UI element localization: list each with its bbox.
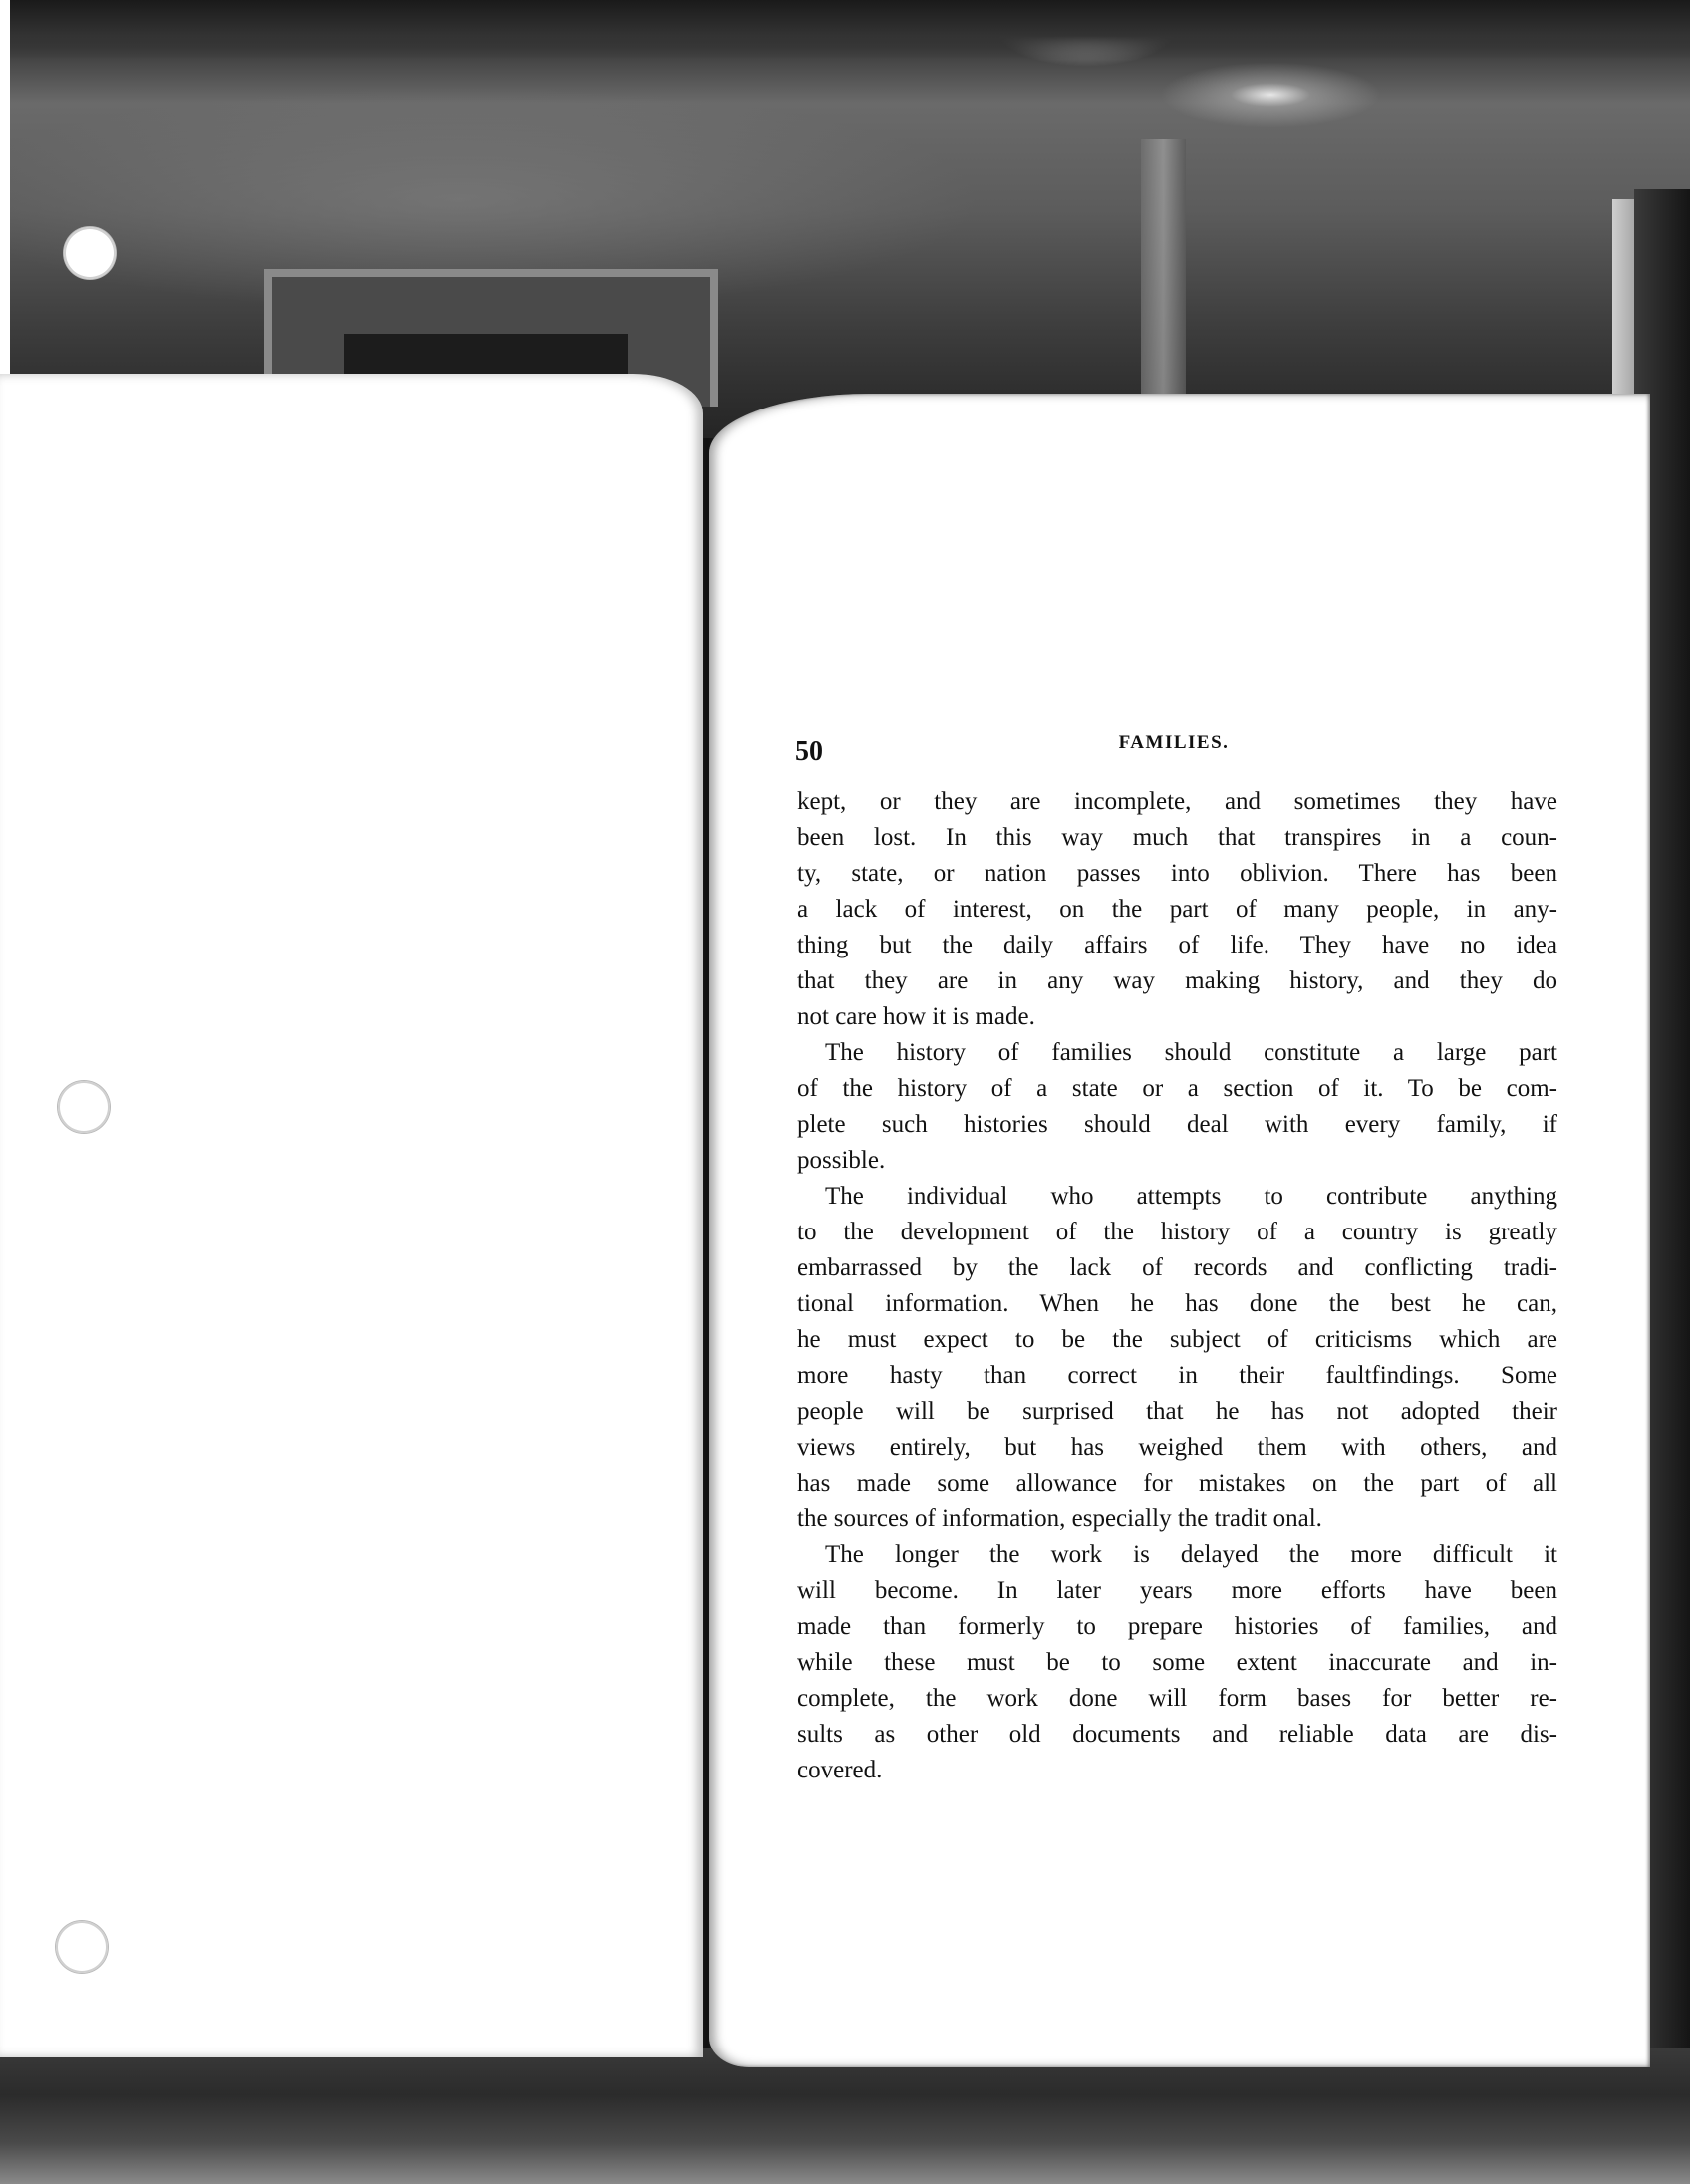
text-line: of the history of a state or a section of it. To be com- [797, 1075, 1557, 1102]
text-line: covered. [797, 1757, 883, 1783]
text-line: while these must be to some extent inaccurate and in- [797, 1649, 1557, 1676]
running-head [795, 732, 1552, 772]
text-line: to the development of the history of a country is greatly [797, 1219, 1557, 1245]
background-post [1141, 139, 1186, 418]
text-line: more hasty than correct in their faultfindings. Some [797, 1362, 1557, 1389]
photo-background-edge [10, 0, 1690, 60]
text-line: tional information. When he has done the best he can, [797, 1290, 1557, 1317]
text-line: ty, state, or nation passes into oblivion. There has been [797, 860, 1557, 887]
left-blank-page [0, 374, 703, 2057]
text-line: a lack of interest, on the part of many people, in any- [797, 896, 1557, 923]
background-bottom [0, 2048, 1690, 2184]
text-line: sults as other old documents and reliable data are dis- [797, 1721, 1557, 1748]
text-line: The individual who attempts to contribute anything [825, 1183, 1557, 1210]
text-line: people will be surprised that he has not adopted their [797, 1398, 1557, 1425]
text-line: will become. In later years more efforts have been [797, 1577, 1557, 1604]
text-line: possible. [797, 1147, 886, 1174]
text-line: complete, the work done will form bases for better re- [797, 1685, 1557, 1712]
text-line: The history of families should constitute a large part [825, 1039, 1557, 1066]
punch-hole-top [64, 227, 116, 279]
running-title: FAMILIES. [1118, 732, 1230, 753]
page-number: 50 [795, 736, 823, 767]
punch-hole-middle [58, 1081, 110, 1133]
text-line: kept, or they are incomplete, and sometimes they have [797, 788, 1557, 815]
text-line: made than formerly to prepare histories of families, and [797, 1613, 1557, 1640]
text-line: views entirely, but has weighed them with others, and [797, 1434, 1557, 1461]
text-line: The longer the work is delayed the more difficult it [825, 1541, 1557, 1568]
text-line: plete such histories should deal with every family, if [797, 1111, 1557, 1138]
text-line: thing but the daily affairs of life. They have no idea [797, 932, 1557, 958]
punch-hole-bottom [56, 1921, 108, 1973]
body-text [797, 784, 1557, 1788]
text-line: not care how it is made. [797, 1003, 1035, 1030]
text-line: that they are in any way making history, and they do [797, 967, 1557, 994]
text-line: the sources of information, especially the tradit onal. [797, 1505, 1322, 1532]
text-line: embarrassed by the lack of records and conflicting tradi- [797, 1254, 1557, 1281]
text-line: has made some allowance for mistakes on the part of all [797, 1470, 1557, 1497]
text-line: been lost. In this way much that transpires in a coun- [797, 824, 1557, 851]
text-line: he must expect to be the subject of criticisms which are [797, 1326, 1557, 1353]
